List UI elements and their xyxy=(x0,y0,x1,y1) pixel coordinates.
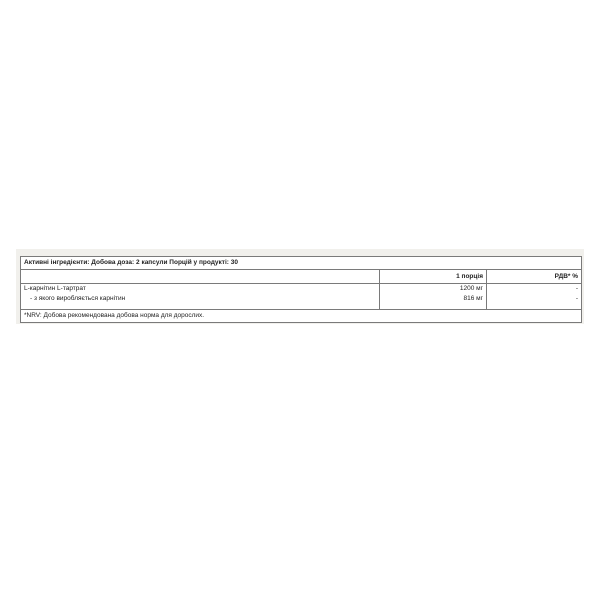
table-footnote-row xyxy=(21,310,582,323)
footnote: *NRV: Добова рекомендована добова норма для дорослих. xyxy=(21,310,582,323)
ingredient-name: - з якого виробляється карнітин xyxy=(30,294,126,302)
ingredient-amount: 816 мг xyxy=(463,294,483,302)
ingredient-amount: 1200 мг xyxy=(459,285,483,292)
ingredient-rdv-cell xyxy=(487,284,582,310)
ingredient-rdv: - xyxy=(575,294,579,302)
ingredient-names-cell xyxy=(21,284,380,310)
header-rdv: РДВ* % xyxy=(487,270,582,284)
ingredient-name: L-карнітин L-тартрат xyxy=(24,285,86,292)
header-ingredient-cell xyxy=(21,270,380,284)
table-body-row xyxy=(21,284,582,310)
ingredient-amounts-cell xyxy=(380,284,487,310)
table-header-row xyxy=(21,270,582,284)
table-title-row xyxy=(21,257,582,270)
ingredient-rdv: - xyxy=(575,285,579,292)
supplement-facts-panel xyxy=(16,249,584,324)
header-portion: 1 порція xyxy=(380,270,487,284)
table-title: Активні інгредієнти: Добова доза: 2 капсули Порцій у продукті: 30 xyxy=(21,257,582,270)
supplement-facts-table xyxy=(20,256,582,323)
